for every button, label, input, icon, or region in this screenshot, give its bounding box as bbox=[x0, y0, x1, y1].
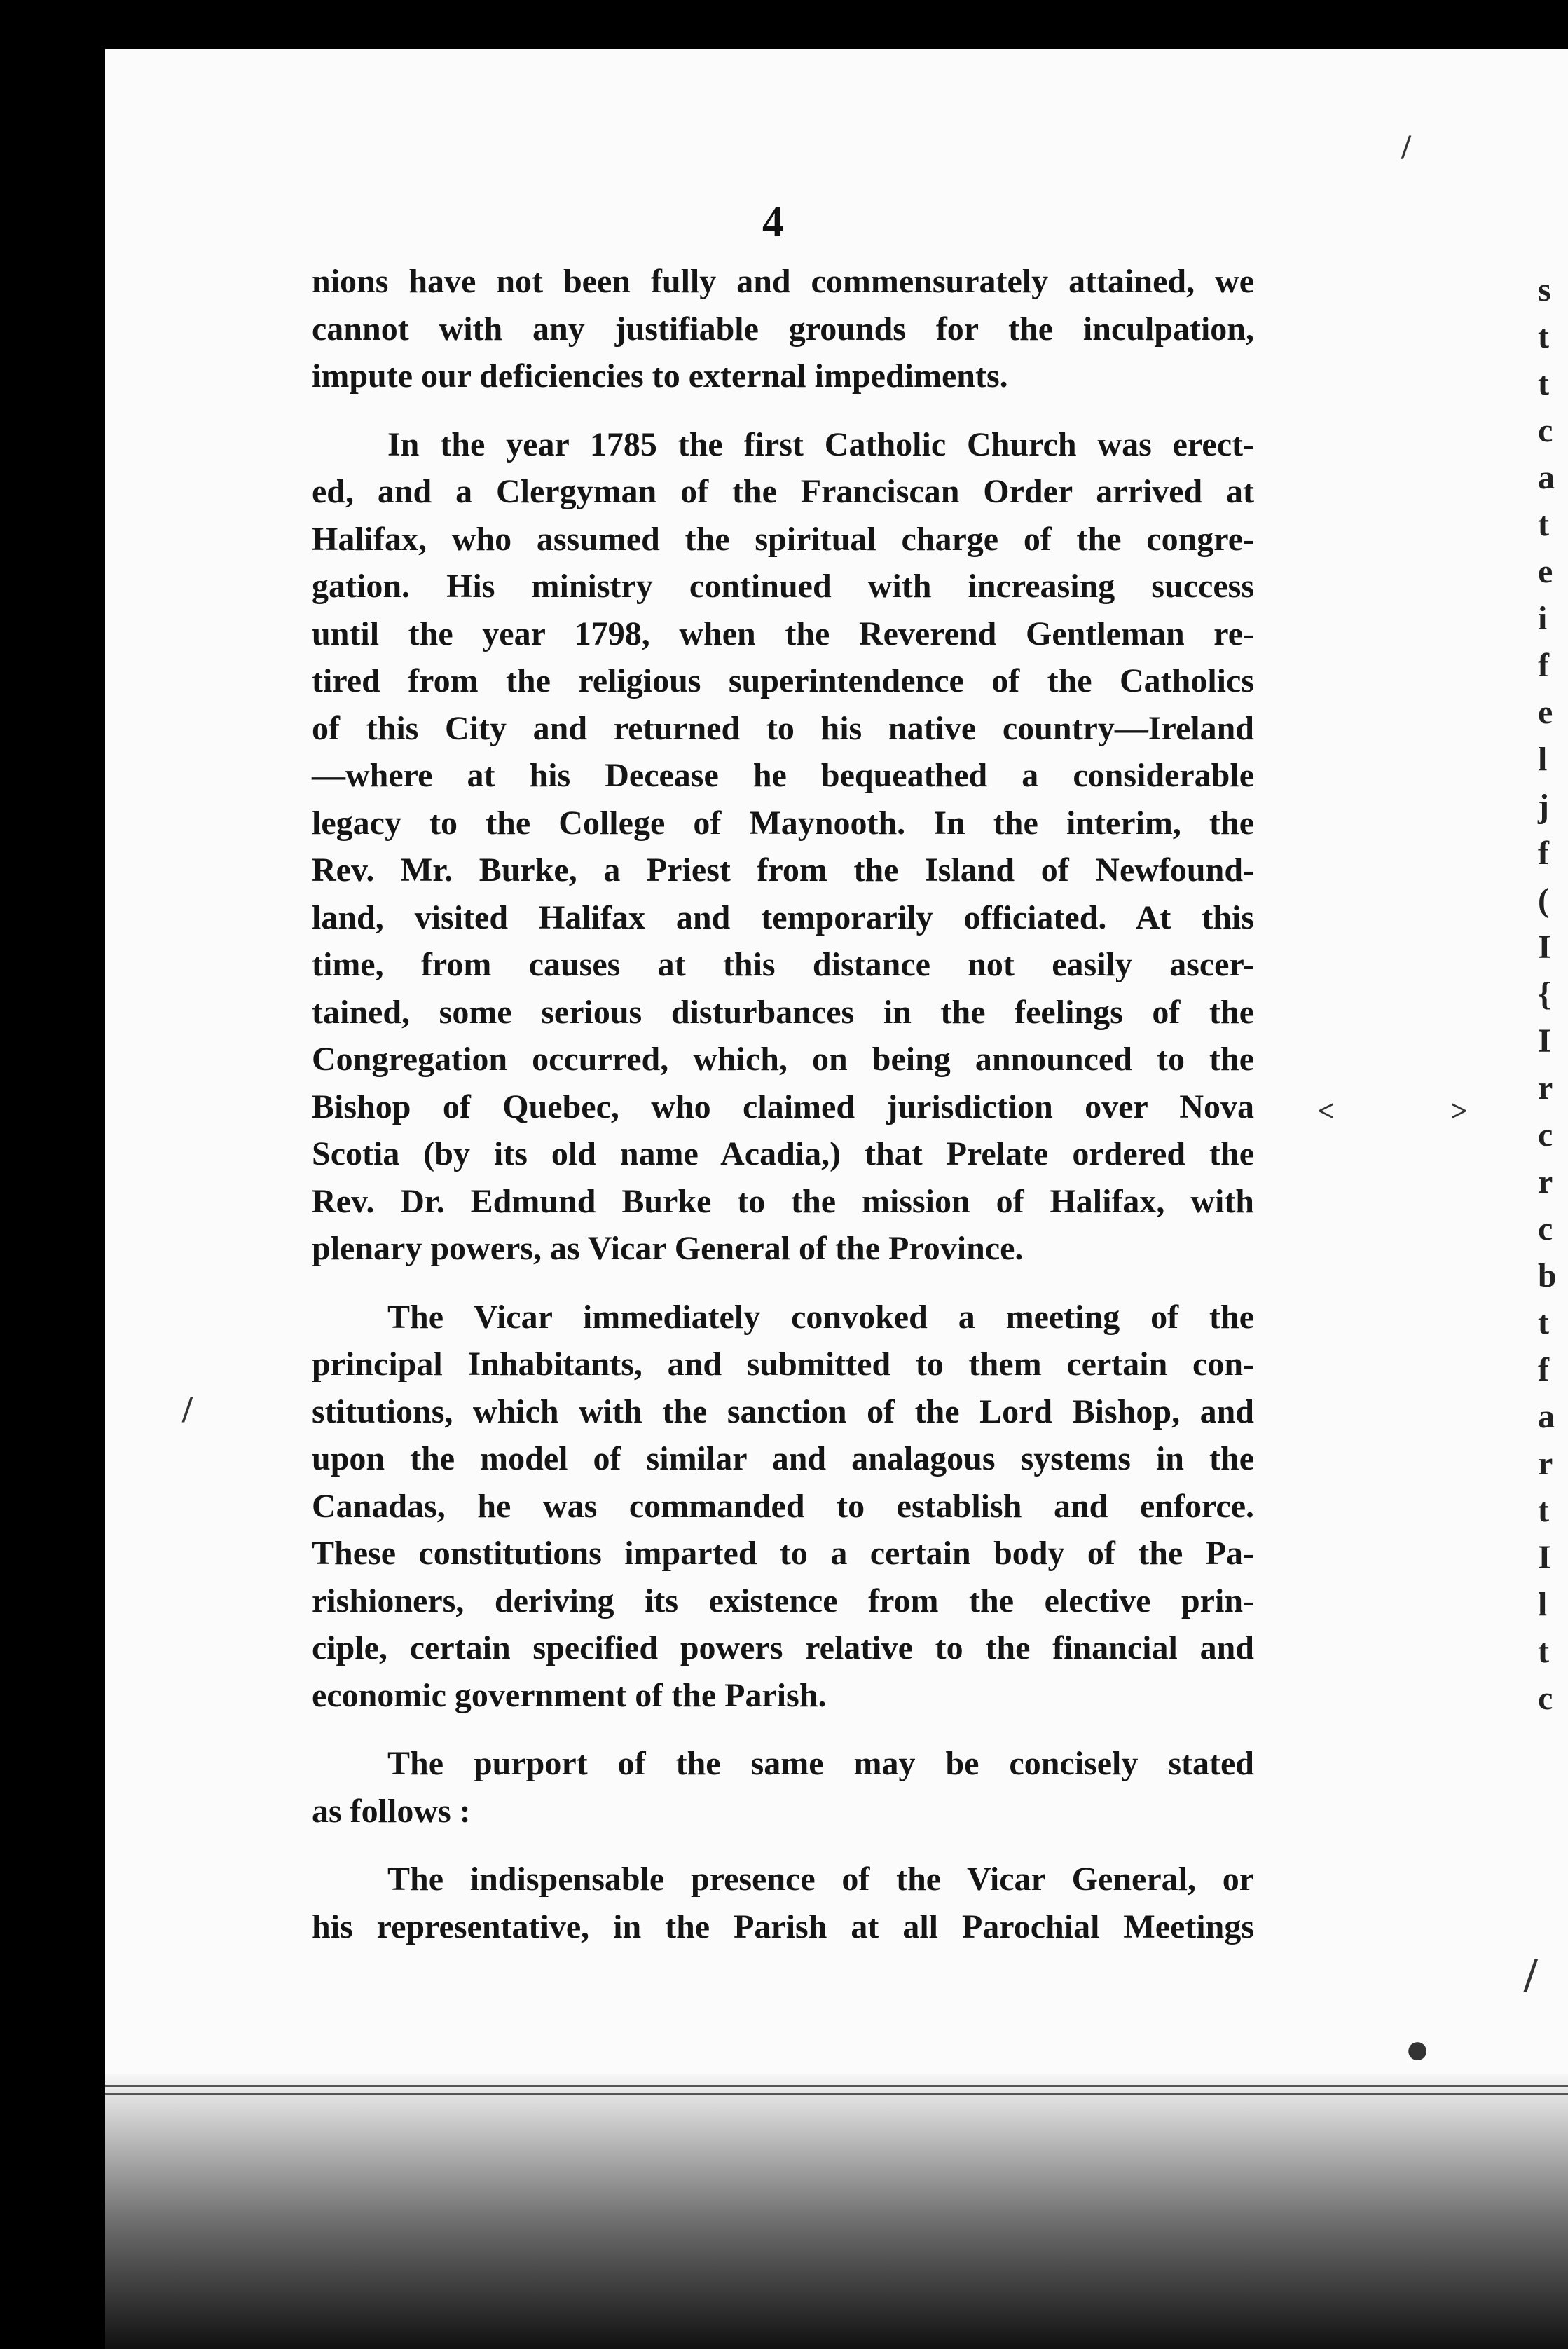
text-line: ciple, certain specified powers relative to the financial and bbox=[312, 1629, 1254, 1666]
text-line: Halifax, who assumed the spiritual charge of the congre- bbox=[312, 520, 1254, 558]
text-line: legacy to the College of Maynooth. In the interim, the bbox=[312, 804, 1254, 842]
bleed-letter: c bbox=[1538, 1116, 1553, 1153]
text-line: rishioners, deriving its existence from the elective prin- bbox=[312, 1582, 1254, 1619]
text-line: Rev. Dr. Edmund Burke to the mission of Halifax, with bbox=[312, 1182, 1254, 1220]
bleed-letter: c bbox=[1538, 1210, 1553, 1247]
text-line: plenary powers, as Vicar General of the Province. bbox=[312, 1230, 1024, 1267]
paragraph-2 bbox=[312, 421, 1254, 1273]
paragraph-4 bbox=[312, 1740, 1254, 1835]
text-line: The Vicar immediately convoked a meeting of the bbox=[387, 1298, 1254, 1336]
bleed-letter: f bbox=[1538, 1351, 1549, 1388]
bleed-letter: { bbox=[1538, 975, 1551, 1013]
bleed-letter: I bbox=[1538, 1022, 1551, 1060]
scan-shadow bbox=[105, 2074, 1568, 2349]
text-line: impute our deficiencies to external impediments. bbox=[312, 357, 1008, 395]
text-line: tained, some serious disturbances in the feelings of the bbox=[312, 993, 1254, 1031]
bleed-letter: f bbox=[1538, 647, 1549, 684]
bleed-letter: ( bbox=[1538, 882, 1549, 919]
text-line: cannot with any justifiable grounds for the inculpation, bbox=[312, 310, 1254, 348]
text-line: as follows : bbox=[312, 1792, 471, 1830]
text-line: until the year 1798, when the Reverend Gentleman re- bbox=[312, 615, 1254, 652]
bleed-letter: t bbox=[1538, 1304, 1549, 1341]
bleed-letter: i bbox=[1538, 600, 1548, 637]
bleed-letter: r bbox=[1538, 1069, 1553, 1107]
paragraph-5 bbox=[312, 1856, 1254, 1950]
bleed-letter: t bbox=[1538, 506, 1549, 543]
bleed-letter: t bbox=[1538, 365, 1549, 402]
text-line: The indispensable presence of the Vicar General, or bbox=[387, 1861, 1254, 1898]
text-line: Bishop of Quebec, who claimed jurisdiction over Nova bbox=[312, 1088, 1254, 1125]
text-line: time, from causes at this distance not easily ascer- bbox=[312, 946, 1254, 983]
facing-page-bleed bbox=[1538, 266, 1566, 1722]
scan-speck-mark: < bbox=[1317, 1094, 1335, 1128]
bleed-letter: r bbox=[1538, 1163, 1553, 1200]
bleed-letter: c bbox=[1538, 412, 1553, 449]
bleed-letter: j bbox=[1538, 788, 1549, 825]
bleed-letter: t bbox=[1538, 318, 1549, 355]
bleed-letter: e bbox=[1538, 553, 1553, 590]
paragraph-1 bbox=[312, 258, 1254, 400]
rule-line bbox=[105, 2093, 1568, 2095]
scan-speck-mark: / bbox=[1401, 127, 1411, 166]
text-line: Scotia (by its old name Acadia,) that Prelate ordered the bbox=[312, 1135, 1254, 1172]
bleed-letter: t bbox=[1538, 1492, 1549, 1529]
scan-speck-mark: ● bbox=[1405, 2026, 1431, 2072]
bleed-letter: s bbox=[1538, 271, 1551, 308]
bleed-letter: b bbox=[1538, 1257, 1557, 1294]
text-line: The purport of the same may be concisely stated bbox=[387, 1745, 1254, 1782]
bleed-letter: a bbox=[1538, 1398, 1555, 1435]
page-number: 4 bbox=[762, 198, 784, 246]
bleed-letter: I bbox=[1538, 929, 1551, 966]
bleed-letter: t bbox=[1538, 1633, 1549, 1670]
text-line: principal Inhabitants, and submitted to them certain con- bbox=[312, 1345, 1254, 1383]
text-line: tired from the religious superintendence of the Catholics bbox=[312, 662, 1254, 699]
text-line: In the year 1785 the first Catholic Church was erect- bbox=[387, 425, 1254, 463]
text-line: land, visited Halifax and temporarily officiated. At this bbox=[312, 898, 1254, 936]
paragraph-3 bbox=[312, 1294, 1254, 1720]
scan-speck-mark: > bbox=[1450, 1094, 1469, 1128]
bleed-letter: f bbox=[1538, 835, 1549, 872]
text-line: These constitutions imparted to a certain body of the Pa- bbox=[312, 1535, 1254, 1572]
rule-line bbox=[105, 2085, 1568, 2087]
bleed-letter: e bbox=[1538, 694, 1553, 731]
bleed-letter: r bbox=[1538, 1445, 1553, 1482]
text-line: gation. His ministry continued with increasing success bbox=[312, 568, 1254, 605]
text-line: economic government of the Parish. bbox=[312, 1676, 827, 1714]
text-line: Canadas, he was commanded to establish and enforce. bbox=[312, 1487, 1254, 1525]
text-line: Rev. Mr. Burke, a Priest from the Island of Newfound- bbox=[312, 851, 1254, 889]
text-line: Congregation occurred, which, on being announced to the bbox=[312, 1041, 1254, 1078]
bleed-letter: l bbox=[1538, 741, 1548, 778]
bleed-letter: l bbox=[1538, 1586, 1548, 1623]
bleed-letter: c bbox=[1538, 1680, 1553, 1717]
text-line: —where at his Decease he bequeathed a considerable bbox=[312, 757, 1254, 794]
bleed-letter: I bbox=[1538, 1539, 1551, 1576]
scan-speck-mark: / bbox=[1524, 1949, 1538, 2003]
body-text bbox=[312, 258, 1254, 1950]
scan-speck-mark: / bbox=[182, 1388, 193, 1430]
text-line: ed, and a Clergyman of the Franciscan Order arrived at bbox=[312, 473, 1254, 510]
text-line: his representative, in the Parish at all Parochial Meetings bbox=[312, 1908, 1254, 1945]
text-line: upon the model of similar and analagous systems in the bbox=[312, 1440, 1254, 1477]
bleed-letter: a bbox=[1538, 459, 1555, 496]
text-line: of this City and returned to his native country—Ireland bbox=[312, 709, 1254, 747]
text-line: nions have not been fully and commensurately attained, we bbox=[312, 263, 1254, 300]
text-line: stitutions, which with the sanction of the Lord Bishop, and bbox=[312, 1392, 1254, 1430]
